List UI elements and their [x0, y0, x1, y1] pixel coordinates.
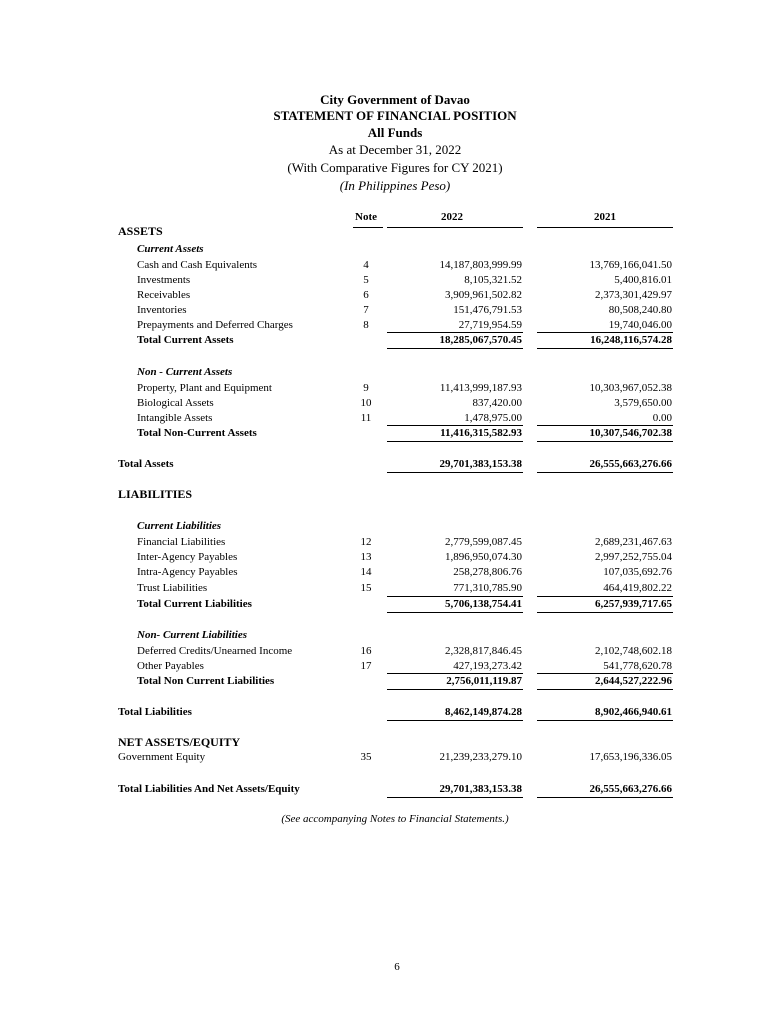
line-item-label: Other Payables: [137, 660, 204, 672]
value-2021: 464,419,802.22: [603, 582, 672, 594]
value-2022: 2,328,817,846.45: [445, 645, 522, 657]
current-liabilities-heading: Current Liabilities: [137, 520, 222, 532]
total-row: [0, 333, 768, 348]
value-2021: 0.00: [652, 412, 672, 424]
comparative-note: (With Comparative Figures for CY 2021): [287, 160, 503, 175]
noncurrent-liabilities-heading: Non- Current Liabilities: [137, 629, 248, 641]
line-item-label: Biological Assets: [137, 397, 214, 409]
total-label: Total Current Liabilities: [137, 598, 252, 610]
line-item-label: Receivables: [137, 289, 191, 301]
grand-total-label: Total Liabilities And Net Assets/Equity: [118, 783, 300, 795]
value-2022: 837,420.00: [472, 397, 522, 409]
value-2021: 2,997,252,755.04: [595, 551, 672, 563]
line-item-label: Inventories: [137, 304, 187, 316]
value-2022: 8,105,321.52: [464, 274, 522, 286]
line-item-label: Intra-Agency Payables: [137, 566, 238, 578]
value-2021: 80,508,240.80: [608, 304, 672, 316]
total-underline: [387, 689, 523, 690]
total-assets-2022: 29,701,383,153.38: [439, 458, 522, 470]
equity-heading: NET ASSETS/EQUITY: [118, 735, 241, 749]
grand-total-2022: 29,701,383,153.38: [439, 783, 522, 795]
column-header-2022: 2022: [441, 211, 463, 223]
table-row: [0, 303, 768, 318]
line-item-label: Prepayments and Deferred Charges: [137, 319, 293, 331]
total-underline: [387, 797, 523, 798]
value-2022: 2,779,599,087.45: [445, 536, 522, 548]
entity-name: City Government of Davao: [320, 92, 470, 107]
note-ref: 14: [360, 566, 372, 578]
value-2022: 3,909,961,502.82: [445, 289, 522, 301]
table-row: [0, 288, 768, 303]
total-underline: [387, 348, 523, 349]
total-underline: [537, 612, 673, 613]
total-underline: [537, 348, 673, 349]
note-ref: 12: [360, 536, 372, 548]
value-2021: 107,035,692.76: [603, 566, 672, 578]
total-value-2021: 16,248,116,574.28: [590, 333, 672, 349]
table-row: [0, 411, 768, 426]
total-value-2021: 2,644,527,222.96: [595, 675, 672, 687]
value-2021: 17,653,196,336.05: [589, 751, 672, 763]
statement-title: STATEMENT OF FINANCIAL POSITION: [273, 108, 517, 123]
value-2022: 258,278,806.76: [453, 566, 522, 578]
total-row: [0, 426, 768, 441]
table-row: [0, 396, 768, 411]
as-at-date: As at December 31, 2022: [328, 142, 462, 157]
total-value-2021: 6,257,939,717.65: [595, 598, 672, 610]
value-2021: 10,303,967,052.38: [589, 382, 672, 394]
line-item-label: Property, Plant and Equipment: [137, 382, 272, 394]
value-2022: 1,478,975.00: [464, 412, 522, 424]
page-number: 6: [394, 961, 400, 973]
value-2022: 1,896,950,074.30: [445, 551, 522, 563]
current-liabilities-heading-row: [0, 519, 768, 534]
total-value-2022: 2,756,011,119.87: [446, 675, 522, 687]
value-2022: 21,239,233,279.10: [439, 751, 522, 763]
table-row: [0, 550, 768, 565]
note-ref: 6: [363, 289, 369, 301]
note-ref: 16: [360, 645, 372, 657]
total-underline: [537, 441, 673, 442]
total-assets-label: Total Assets: [118, 458, 174, 470]
table-row: [0, 535, 768, 550]
line-item-label: Government Equity: [118, 751, 206, 763]
total-label: Total Non Current Liabilities: [137, 675, 275, 687]
value-2021: 2,102,748,602.18: [595, 645, 672, 657]
funds-label: All Funds: [367, 125, 423, 140]
currency-note: (In Philippines Peso): [339, 178, 451, 193]
value-2021: 19,740,046.00: [608, 319, 672, 331]
value-2021: 2,373,301,429.97: [595, 289, 672, 301]
value-2021: 541,778,620.78: [603, 660, 672, 672]
total-underline: [387, 441, 523, 442]
table-row: [0, 581, 768, 596]
note-ref: 35: [360, 751, 372, 763]
note-ref: 10: [360, 397, 372, 409]
total-row: [0, 597, 768, 612]
table-row: [0, 565, 768, 580]
liabilities-heading: LIABILITIES: [118, 487, 193, 501]
total-value-2021: 10,307,546,702.38: [589, 427, 672, 439]
table-row: [0, 644, 768, 659]
total-underline: [387, 472, 523, 473]
total-underline: [537, 472, 673, 473]
total-underline: [537, 720, 673, 721]
total-liabilities-label: Total Liabilities: [118, 706, 192, 718]
line-item-label: Investments: [137, 274, 191, 286]
total-value-2022: 18,285,067,570.45: [440, 333, 523, 349]
noncurrent-assets-heading-row: [0, 365, 768, 380]
column-header-note: Note: [355, 211, 377, 223]
column-header-2021: 2021: [594, 211, 616, 223]
note-ref: 8: [363, 319, 369, 331]
assets-heading: ASSETS: [118, 224, 163, 238]
total-value-2022: 5,706,138,754.41: [445, 598, 522, 610]
note-ref: 17: [360, 660, 372, 672]
value-2022: 27,719,954.59: [458, 319, 522, 331]
value-2021: 2,689,231,467.63: [595, 536, 672, 548]
note-ref: 11: [360, 412, 372, 424]
line-item-label: Inter-Agency Payables: [137, 551, 238, 563]
value-2022: 427,193,273.42: [453, 660, 522, 672]
assets-heading-row: [0, 224, 768, 239]
equity-heading-row: [0, 735, 768, 750]
current-assets-heading: Current Assets: [137, 243, 204, 255]
value-2021: 3,579,650.00: [614, 397, 672, 409]
line-item-label: Cash and Cash Equivalents: [137, 259, 258, 271]
total-assets-2021: 26,555,663,276.66: [589, 458, 672, 470]
note-ref: 5: [363, 274, 369, 286]
note-ref: 9: [363, 382, 369, 394]
note-ref: 7: [363, 304, 369, 316]
value-2022: 11,413,999,187.93: [439, 382, 522, 394]
value-2022: 14,187,803,999.99: [439, 259, 522, 271]
total-underline: [387, 720, 523, 721]
total-value-2022: 11,416,315,582.93: [440, 427, 522, 439]
line-item-label: Deferred Credits/Unearned Income: [137, 645, 293, 657]
total-liabilities-2022: 8,462,149,874.28: [445, 706, 522, 718]
table-row: [0, 258, 768, 273]
value-2021: 5,400,816.01: [614, 274, 672, 286]
total-underline: [537, 689, 673, 690]
table-row: [0, 318, 768, 333]
total-liabilities-2021: 8,902,466,940.61: [595, 706, 672, 718]
value-2022: 151,476,791.53: [453, 304, 522, 316]
noncurrent-assets-heading: Non - Current Assets: [137, 366, 233, 378]
footnote: (See accompanying Notes to Financial Statements.): [281, 813, 509, 825]
total-row: [0, 457, 768, 472]
table-row: [0, 659, 768, 674]
noncurrent-liabilities-heading-row: [0, 628, 768, 643]
table-row: [0, 381, 768, 396]
value-2021: 13,769,166,041.50: [589, 259, 672, 271]
total-underline: [387, 612, 523, 613]
table-row: [0, 750, 768, 765]
current-assets-heading-row: [0, 242, 768, 257]
grand-total-row: [0, 782, 768, 797]
liabilities-heading-row: [0, 487, 768, 502]
total-underline: [537, 797, 673, 798]
total-label: Total Non-Current Assets: [137, 427, 257, 439]
line-item-label: Intangible Assets: [137, 412, 213, 424]
note-ref: 15: [360, 582, 372, 594]
line-item-label: Trust Liabilities: [137, 582, 208, 594]
value-2022: 771,310,785.90: [453, 582, 522, 594]
total-row: [0, 674, 768, 689]
note-ref: 4: [363, 259, 369, 271]
total-row: [0, 705, 768, 720]
table-row: [0, 273, 768, 288]
note-ref: 13: [360, 551, 372, 563]
total-label: Total Current Assets: [137, 334, 234, 346]
grand-total-2021: 26,555,663,276.66: [589, 783, 672, 795]
line-item-label: Financial Liabilities: [137, 536, 226, 548]
